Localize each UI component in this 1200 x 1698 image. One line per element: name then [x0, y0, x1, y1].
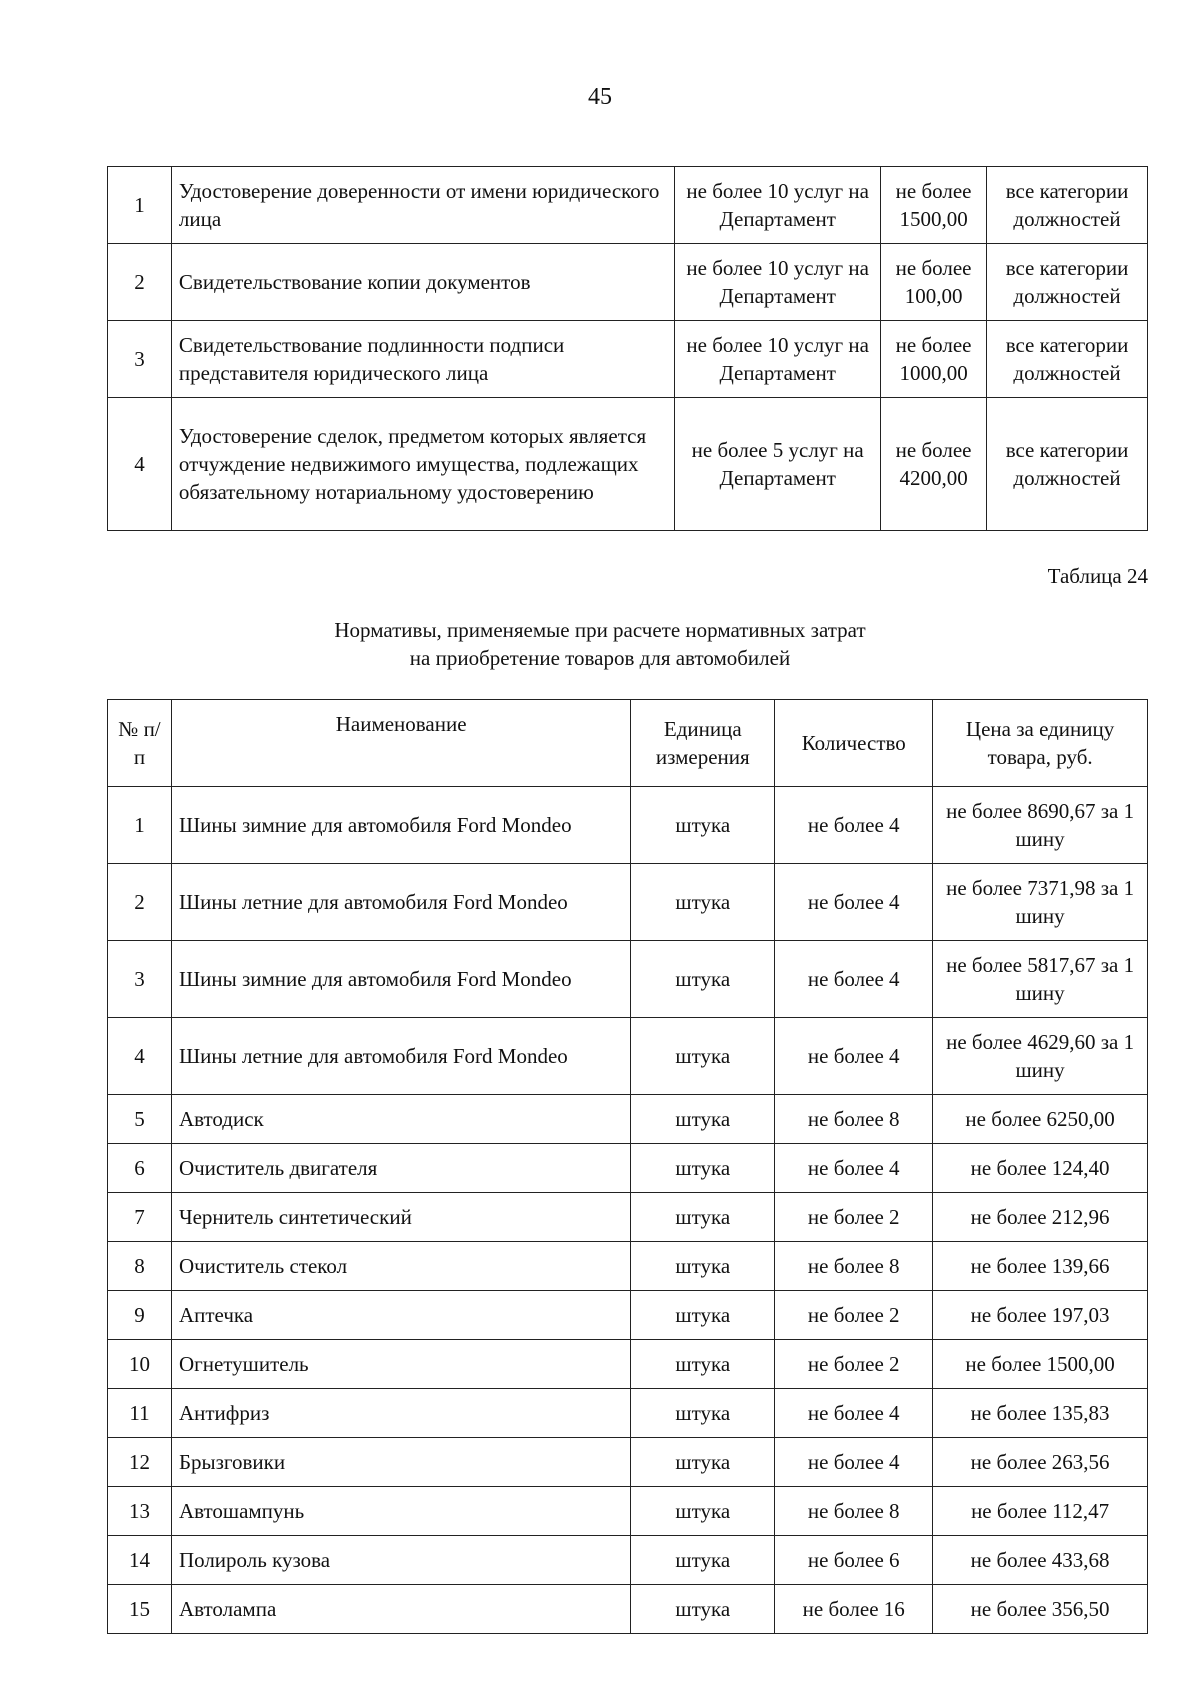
table-row — [108, 244, 1148, 321]
table-row — [108, 1242, 1148, 1291]
row-number: 5 — [108, 1095, 172, 1144]
item-price: не более 8690,67 за 1 шину — [933, 787, 1148, 864]
item-price: не более 124,40 — [933, 1144, 1148, 1193]
item-unit: штука — [631, 864, 775, 941]
service-name: Удостоверение доверенности от имени юридического лица — [171, 167, 674, 244]
item-name: Очиститель двигателя — [171, 1144, 630, 1193]
header-quantity: Количество — [775, 700, 933, 787]
item-quantity: не более 2 — [775, 1340, 933, 1389]
item-unit: штука — [631, 1018, 775, 1095]
item-quantity: не более 8 — [775, 1487, 933, 1536]
notary-services-table-continued — [107, 166, 1148, 531]
table-row — [108, 1389, 1148, 1438]
item-quantity: не более 16 — [775, 1585, 933, 1634]
service-price: не более 1000,00 — [881, 321, 987, 398]
service-quantity: не более 10 услуг на Департамент — [675, 244, 881, 321]
item-name: Чернитель синтетический — [171, 1193, 630, 1242]
item-quantity: не более 8 — [775, 1242, 933, 1291]
item-name: Шины летние для автомобиля Ford Mondeo — [171, 864, 630, 941]
item-quantity: не более 4 — [775, 1144, 933, 1193]
item-unit: штука — [631, 1438, 775, 1487]
service-quantity: не более 10 услуг на Департамент — [675, 321, 881, 398]
item-price: не более 1500,00 — [933, 1340, 1148, 1389]
table-title — [0, 616, 1200, 672]
table-row — [108, 1095, 1148, 1144]
row-number: 10 — [108, 1340, 172, 1389]
item-unit: штука — [631, 1585, 775, 1634]
table-row — [108, 321, 1148, 398]
service-category: все категории должностей — [987, 321, 1148, 398]
item-unit: штука — [631, 1291, 775, 1340]
row-number: 8 — [108, 1242, 172, 1291]
service-name: Свидетельствование подлинности подписи представителя юридического лица — [171, 321, 674, 398]
service-category: все категории должностей — [987, 244, 1148, 321]
service-category: все категории должностей — [987, 167, 1148, 244]
car-goods-norms-table — [107, 699, 1148, 1634]
row-number: 7 — [108, 1193, 172, 1242]
item-price: не более 212,96 — [933, 1193, 1148, 1242]
item-quantity: не более 4 — [775, 1438, 933, 1487]
row-number: 9 — [108, 1291, 172, 1340]
row-number: 15 — [108, 1585, 172, 1634]
item-price: не более 139,66 — [933, 1242, 1148, 1291]
item-name: Антифриз — [171, 1389, 630, 1438]
item-name: Шины зимние для автомобиля Ford Mondeo — [171, 941, 630, 1018]
row-number: 11 — [108, 1389, 172, 1438]
table-row — [108, 398, 1148, 531]
table-row — [108, 941, 1148, 1018]
item-name: Очиститель стекол — [171, 1242, 630, 1291]
row-number: 2 — [108, 244, 172, 321]
item-quantity: не более 4 — [775, 864, 933, 941]
item-quantity: не более 8 — [775, 1095, 933, 1144]
item-quantity: не более 2 — [775, 1193, 933, 1242]
service-price: не более 4200,00 — [881, 398, 987, 531]
item-price: не более 7371,98 за 1 шину — [933, 864, 1148, 941]
item-quantity: не более 2 — [775, 1291, 933, 1340]
table-row — [108, 1585, 1148, 1634]
item-price: не более 112,47 — [933, 1487, 1148, 1536]
row-number: 4 — [108, 398, 172, 531]
row-number: 3 — [108, 321, 172, 398]
service-name: Удостоверение сделок, предметом которых является отчуждение недвижимого имущества, подлежащих обязательному нотариальному удостоверению — [171, 398, 674, 531]
table-row — [108, 864, 1148, 941]
item-name: Автолампа — [171, 1585, 630, 1634]
table-row — [108, 167, 1148, 244]
item-name: Огнетушитель — [171, 1340, 630, 1389]
item-quantity: не более 4 — [775, 787, 933, 864]
header-name: Наименование — [171, 700, 630, 787]
header-number: № п/п — [108, 700, 172, 787]
item-price: не более 6250,00 — [933, 1095, 1148, 1144]
table-row — [108, 1536, 1148, 1585]
service-quantity: не более 5 услуг на Департамент — [675, 398, 881, 531]
item-name: Брызговики — [171, 1438, 630, 1487]
table-row — [108, 1291, 1148, 1340]
item-unit: штука — [631, 941, 775, 1018]
item-unit: штука — [631, 1536, 775, 1585]
table-label: Таблица 24 — [1047, 564, 1148, 588]
table-row — [108, 1438, 1148, 1487]
header-unit: Единица измерения — [631, 700, 775, 787]
item-price: не более 356,50 — [933, 1585, 1148, 1634]
table-title-line-1: Нормативы, применяемые при расчете нормативных затрат — [334, 618, 866, 642]
page-number: 45 — [588, 84, 612, 110]
item-name: Шины зимние для автомобиля Ford Mondeo — [171, 787, 630, 864]
item-quantity: не более 4 — [775, 1018, 933, 1095]
item-name: Шины летние для автомобиля Ford Mondeo — [171, 1018, 630, 1095]
item-name: Автодиск — [171, 1095, 630, 1144]
row-number: 1 — [108, 167, 172, 244]
item-unit: штука — [631, 787, 775, 864]
table-row — [108, 1018, 1148, 1095]
table-row — [108, 787, 1148, 864]
item-name: Полироль кузова — [171, 1536, 630, 1585]
item-unit: штука — [631, 1095, 775, 1144]
table-row — [108, 1340, 1148, 1389]
row-number: 6 — [108, 1144, 172, 1193]
service-name: Свидетельствование копии документов — [171, 244, 674, 321]
table-row — [108, 1144, 1148, 1193]
row-number: 13 — [108, 1487, 172, 1536]
service-category: все категории должностей — [987, 398, 1148, 531]
item-quantity: не более 4 — [775, 941, 933, 1018]
row-number: 14 — [108, 1536, 172, 1585]
item-price: не более 5817,67 за 1 шину — [933, 941, 1148, 1018]
item-name: Автошампунь — [171, 1487, 630, 1536]
table-title-line-2: на приобретение товаров для автомобилей — [409, 646, 791, 670]
header-price: Цена за единицу товара, руб. — [933, 700, 1148, 787]
item-unit: штука — [631, 1389, 775, 1438]
table-header-row — [108, 700, 1148, 787]
item-quantity: не более 6 — [775, 1536, 933, 1585]
service-price: не более 1500,00 — [881, 167, 987, 244]
item-price: не более 263,56 — [933, 1438, 1148, 1487]
item-price: не более 197,03 — [933, 1291, 1148, 1340]
row-number: 2 — [108, 864, 172, 941]
item-unit: штука — [631, 1144, 775, 1193]
item-quantity: не более 4 — [775, 1389, 933, 1438]
item-price: не более 433,68 — [933, 1536, 1148, 1585]
item-unit: штука — [631, 1340, 775, 1389]
item-name: Аптечка — [171, 1291, 630, 1340]
item-unit: штука — [631, 1487, 775, 1536]
service-price: не более 100,00 — [881, 244, 987, 321]
item-unit: штука — [631, 1242, 775, 1291]
item-unit: штука — [631, 1193, 775, 1242]
table-row — [108, 1487, 1148, 1536]
item-price: не более 135,83 — [933, 1389, 1148, 1438]
row-number: 12 — [108, 1438, 172, 1487]
row-number: 4 — [108, 1018, 172, 1095]
row-number: 1 — [108, 787, 172, 864]
table-row — [108, 1193, 1148, 1242]
item-price: не более 4629,60 за 1 шину — [933, 1018, 1148, 1095]
service-quantity: не более 10 услуг на Департамент — [675, 167, 881, 244]
row-number: 3 — [108, 941, 172, 1018]
